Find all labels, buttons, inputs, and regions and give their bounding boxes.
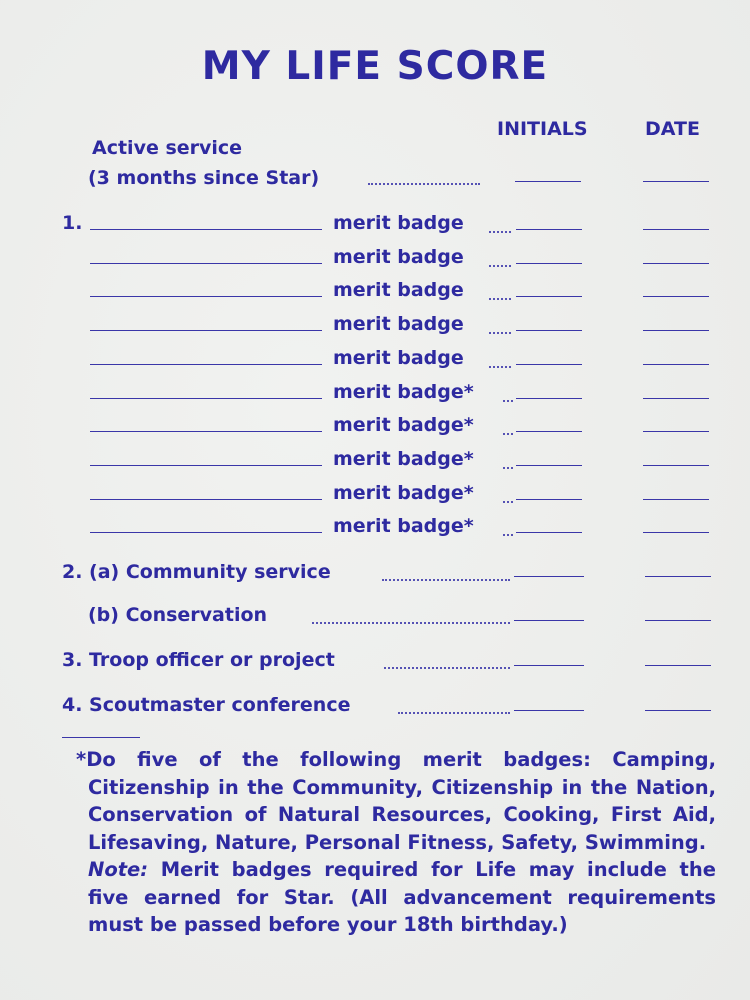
date-blank[interactable] [643, 532, 709, 533]
merit-badge-label: merit badge [333, 346, 464, 369]
item-4-label: 4. Scoutmaster conference [62, 694, 351, 716]
merit-badge-label: merit badge* [333, 414, 474, 437]
date-blank[interactable] [643, 398, 709, 399]
initials-blank[interactable] [516, 229, 582, 230]
merit-badge-name-blank[interactable] [90, 330, 322, 331]
item-2b-label: (b) Conservation [88, 604, 268, 626]
initials-blank[interactable] [514, 710, 584, 711]
initials-blank[interactable] [516, 296, 582, 297]
merit-badge-name-blank[interactable] [90, 263, 322, 264]
leader-dots [382, 579, 510, 581]
merit-badge-label: merit badge [333, 212, 464, 234]
leader-dots [384, 667, 510, 669]
merit-badge-name-blank[interactable] [90, 398, 322, 399]
initials-blank[interactable] [514, 620, 584, 621]
item-number-1: 1. [62, 212, 83, 234]
leader-dots [503, 433, 513, 435]
page-title: MY LIFE SCORE [201, 44, 549, 89]
initials-blank[interactable] [516, 263, 582, 264]
initials-blank[interactable] [516, 330, 582, 331]
date-blank[interactable] [643, 465, 709, 466]
initials-blank[interactable] [516, 465, 582, 466]
initials-blank[interactable] [516, 364, 582, 365]
date-blank[interactable] [643, 181, 709, 182]
leader-dots [503, 467, 513, 469]
merit-badge-label: merit badge* [333, 481, 474, 504]
active-service-label: Active service [92, 137, 243, 159]
note-paragraph [88, 856, 716, 939]
date-blank[interactable] [643, 229, 709, 230]
date-blank[interactable] [645, 576, 711, 577]
date-blank[interactable] [645, 620, 711, 621]
leader-dots [312, 622, 510, 624]
date-header: DATE [645, 118, 700, 140]
merit-badge-name-blank[interactable] [90, 229, 322, 230]
leader-dots [368, 183, 480, 185]
date-blank[interactable] [643, 499, 709, 500]
leader-dots [489, 265, 511, 267]
initials-blank[interactable] [514, 665, 584, 666]
date-blank[interactable] [645, 665, 711, 666]
leader-dots [503, 534, 513, 536]
initials-blank[interactable] [516, 398, 582, 399]
merit-badge-name-blank[interactable] [90, 532, 322, 533]
merit-badge-label: merit badge* [333, 447, 474, 470]
merit-badge-name-blank[interactable] [90, 364, 322, 365]
initials-blank[interactable] [514, 576, 584, 577]
active-service-sub: (3 months since Star) [88, 167, 320, 189]
date-blank[interactable] [645, 710, 711, 711]
merit-badge-name-blank[interactable] [90, 499, 322, 500]
leader-dots [503, 400, 513, 402]
merit-badge-name-blank[interactable] [90, 465, 322, 466]
merit-badge-name-blank[interactable] [90, 296, 322, 297]
date-blank[interactable] [643, 263, 709, 264]
footnote-rule [62, 737, 140, 738]
initials-blank[interactable] [516, 532, 582, 533]
initials-blank[interactable] [515, 181, 581, 182]
date-blank[interactable] [643, 431, 709, 432]
note-label: Note: [88, 858, 149, 881]
merit-badge-label: merit badge [333, 279, 464, 302]
leader-dots [398, 712, 510, 714]
merit-badge-label: merit badge [333, 313, 464, 336]
initials-header: INITIALS [497, 118, 588, 140]
date-blank[interactable] [643, 296, 709, 297]
merit-badge-name-blank[interactable] [90, 431, 322, 432]
leader-dots [489, 298, 511, 300]
item-2a-label: 2. (a) Community service [62, 561, 331, 583]
item-3-label: 3. Troop officer or project [62, 649, 335, 671]
date-blank[interactable] [643, 330, 709, 331]
footnote-text: *Do five of the following merit badges: Camping, Citizenship in the Community, Citizenship in the Nation, Conservation of Natural Resources, Cooking, First Aid, Lifesaving, Nature, Personal Fitness, Safety, Swimming. [76, 748, 716, 854]
footnote [76, 746, 716, 939]
merit-badge-label: merit badge [333, 245, 464, 268]
date-blank[interactable] [643, 364, 709, 365]
leader-dots [489, 366, 511, 368]
leader-dots [489, 231, 511, 233]
merit-badge-label: merit badge* [333, 380, 474, 403]
initials-blank[interactable] [516, 431, 582, 432]
merit-badge-label: merit badge* [333, 515, 474, 538]
initials-blank[interactable] [516, 499, 582, 500]
leader-dots [489, 332, 511, 334]
leader-dots [503, 501, 513, 503]
note-text: Merit badges required for Life may include the five earned for Star. (All advancement requirements must be passed before your 18th birthday.) [88, 858, 716, 936]
